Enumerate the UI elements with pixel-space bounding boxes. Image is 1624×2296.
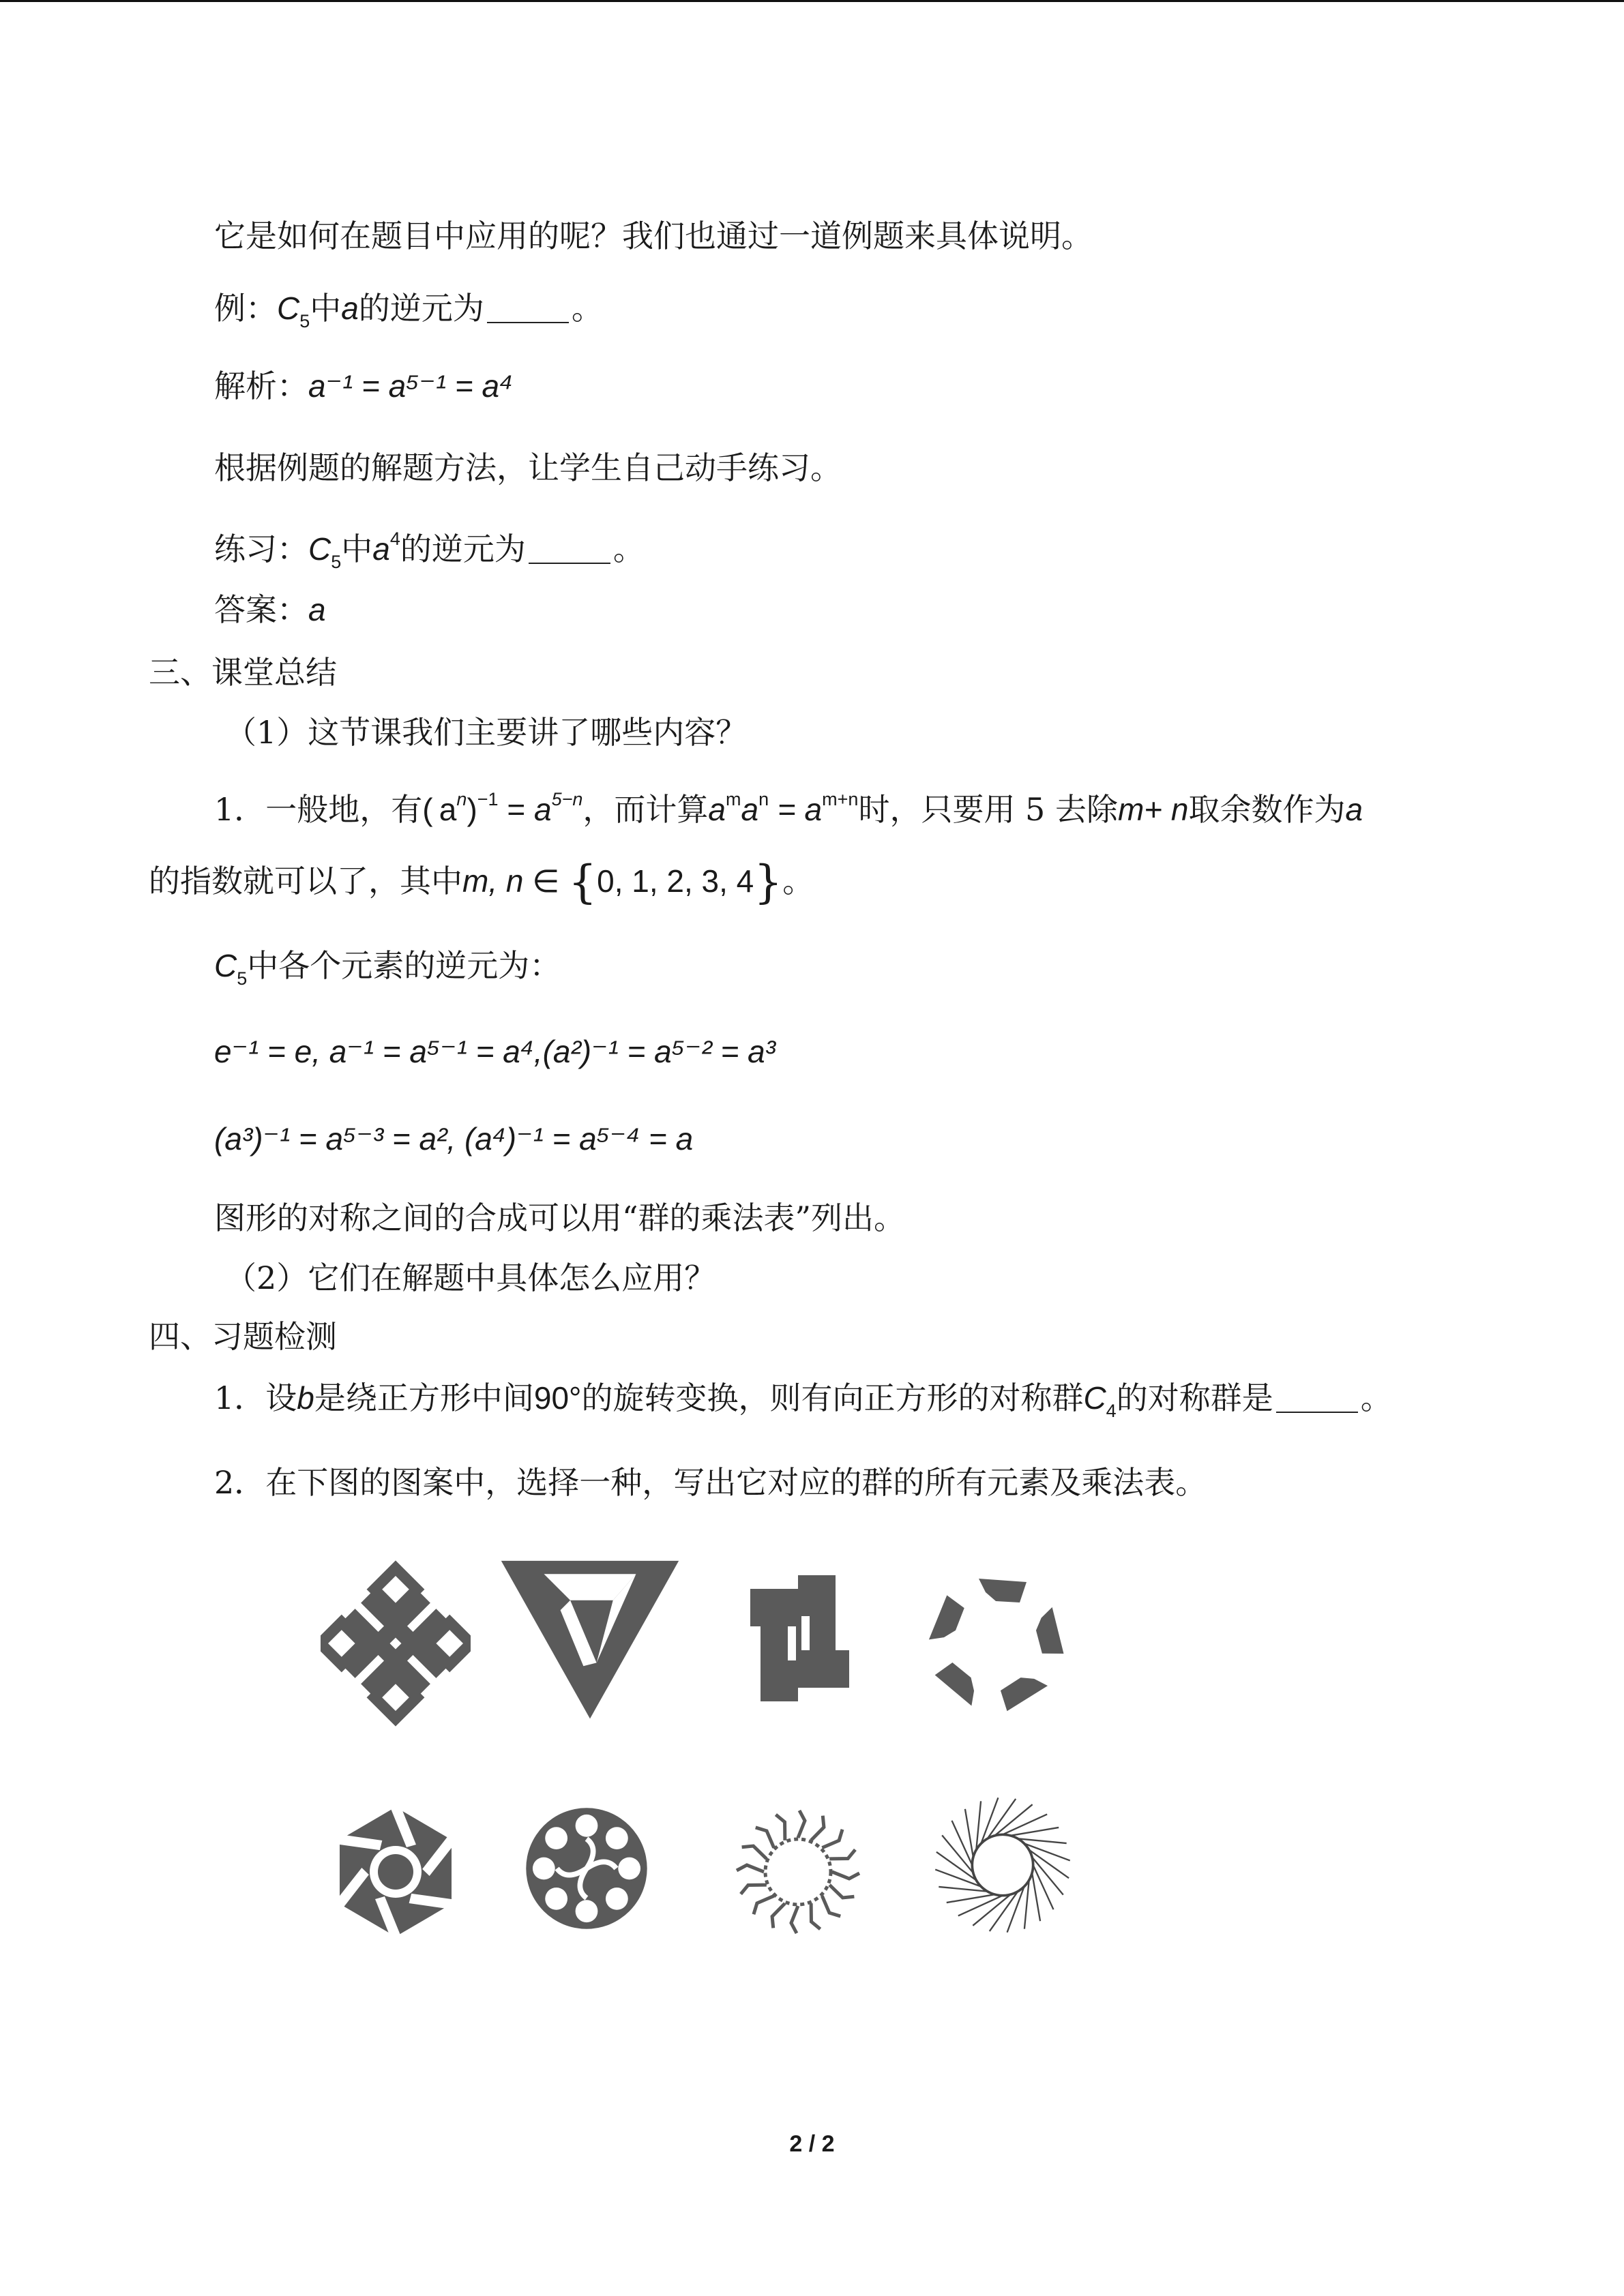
answer-blank bbox=[529, 535, 610, 564]
example-line: 例：$C_5$中a的逆元为 。 bbox=[214, 290, 603, 331]
pentagon-star-icon bbox=[921, 1548, 1071, 1732]
practice-intro-line: 根据例题的解题方法，让学生自己动手练习。 bbox=[214, 449, 842, 486]
analysis-line: 解析：a⁻¹ = a⁵⁻¹ = a⁴ bbox=[214, 368, 514, 404]
c5-inverse-heading: $C_5$中各个元素的逆元为： bbox=[214, 947, 561, 989]
formula-mn: m, n bbox=[462, 863, 524, 899]
summary-question-1: （1）这节课我们主要讲了哪些内容？ bbox=[225, 714, 748, 751]
symmetry-patterns-figure bbox=[321, 1548, 1119, 1971]
summary-question-2: （2）它们在解题中具体怎么应用？ bbox=[225, 1259, 716, 1296]
answer-blank bbox=[487, 295, 569, 323]
formula-inverse: ( $a^n)^{-1} = a^{5-n}$ bbox=[422, 789, 583, 827]
flower-pattern-icon bbox=[505, 1776, 668, 1960]
inverse-formula-line-2: (a³)⁻¹ = a⁵⁻³ = a², (a⁴)⁻¹ = a⁵⁻⁴ = a bbox=[214, 1121, 694, 1157]
exercise-1: 1．设b是绕正方形中间90°的旋转变换，则有向正方形的对称群$C_4$的对称群是 。 bbox=[214, 1380, 1392, 1421]
exercise-2: 2．在下图的图案中，选择一种，写出它对应的群的所有元素及乘法表。 bbox=[214, 1464, 1207, 1501]
spiral-circle-icon bbox=[921, 1773, 1084, 1957]
multiplication-table-note: 图形的对称之间的合成可以用“群的乘法表”列出。 bbox=[214, 1199, 906, 1236]
answer-line: 答案：a bbox=[214, 591, 326, 628]
page-number: 2 / 2 bbox=[789, 2131, 835, 2157]
analysis-formula: a⁻¹ = a⁵⁻¹ = a⁴ bbox=[308, 368, 514, 404]
formula-product: $a^ma^n = a^{m+n}$ bbox=[708, 789, 859, 827]
hexagon-pattern-icon bbox=[321, 1780, 471, 1964]
practice-line: 练习：$C_5$中$a^4$的逆元为 。 bbox=[214, 528, 645, 572]
sunburst-pattern-icon bbox=[723, 1780, 873, 1964]
summary-point-1: 1．一般地，有( $a^n)^{-1} = a^{5-n}$，而计算$a^ma^n = a^{m+n}$时，只要用 5 去除m+ n取余数作为a bbox=[214, 789, 1363, 828]
pinwheel-square-icon bbox=[723, 1548, 873, 1732]
answer-blank bbox=[1276, 1384, 1358, 1413]
top-border-line bbox=[0, 0, 1624, 2]
intro-line: 它是如何在题目中应用的呢？我们也通过一道例题来具体说明。 bbox=[214, 218, 1093, 254]
triangle-pattern-icon bbox=[494, 1541, 685, 1725]
summary-point-1-cont: 的指数就可以了，其中m, n ∈ {0, 1, 2, 3, 4}。 bbox=[149, 856, 814, 908]
section-heading-exercises: 四、习题检测 bbox=[149, 1318, 337, 1355]
section-heading-summary: 三、课堂总结 bbox=[149, 654, 337, 691]
knot-pattern-icon bbox=[321, 1548, 471, 1732]
inverse-formula-line-1: e⁻¹ = e, a⁻¹ = a⁵⁻¹ = a⁴,(a²)⁻¹ = a⁵⁻² = a³ bbox=[214, 1034, 776, 1069]
formula-sum: m+ n bbox=[1117, 792, 1189, 827]
